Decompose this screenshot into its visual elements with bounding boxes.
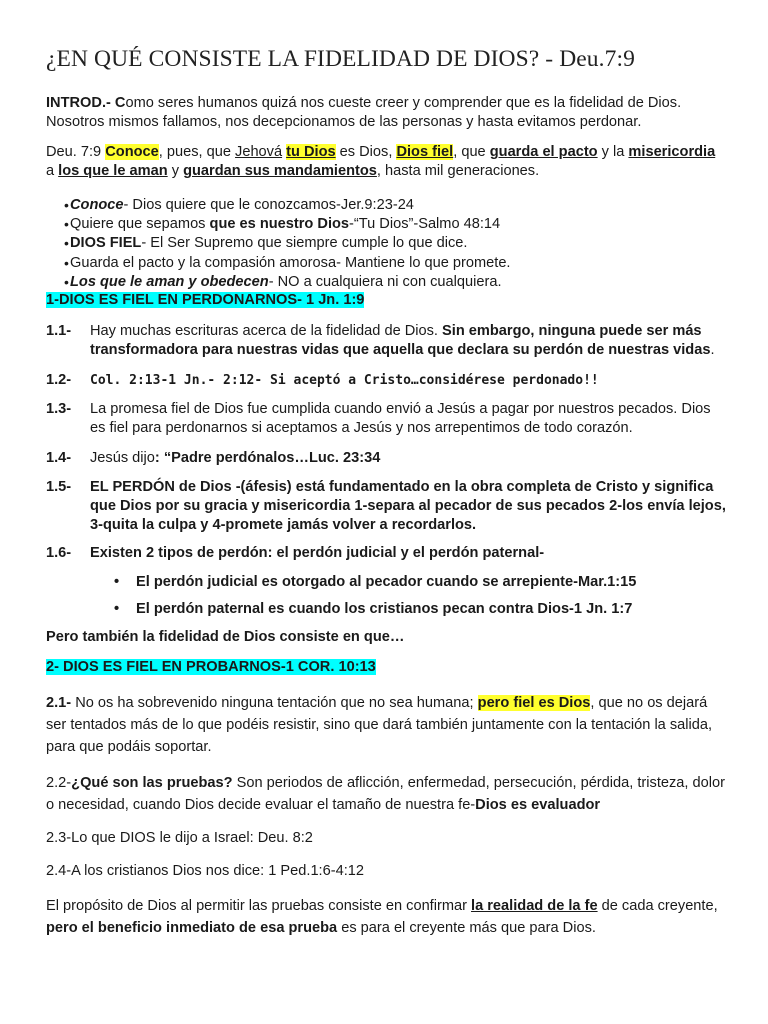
- p22-question: ¿Qué son las pruebas?: [71, 775, 233, 791]
- p21-label: 2.1-: [46, 695, 72, 711]
- list-item: [46, 273, 511, 292]
- p25-a: El propósito de Dios al permitir las pruebas consiste en confirmar: [46, 898, 472, 914]
- bullet-2-b: que es nuestro Dios: [209, 216, 350, 233]
- perdon-types-list: [90, 573, 636, 625]
- list-item: [46, 196, 511, 215]
- item-number-1-6: 1.6-: [46, 545, 72, 561]
- paragraph-2-5: [46, 895, 726, 939]
- bullet-2-c: -“Tu Dios”-Salmo 48:14: [349, 216, 501, 233]
- p25-b: de cada creyente,: [597, 898, 718, 914]
- bullet-3-b: - El Ser Supremo que siempre cumple lo que dice.: [141, 235, 468, 252]
- list-item: [46, 234, 511, 253]
- deu-text-6: y: [167, 163, 184, 179]
- p22-label: 2.2-: [46, 775, 72, 791]
- deu-text-7: , hasta mil generaciones.: [376, 163, 540, 179]
- item-number-1-2: 1.2-: [46, 372, 72, 388]
- transition-line: Pero también la fidelidad de Dios consiste en que…: [46, 629, 405, 645]
- bullet-2-a: Quiere que sepamos: [70, 216, 210, 233]
- item-1-4-b: : “Padre perdónalos…Luc. 23:34: [154, 450, 381, 466]
- item-number-1-1: 1.1-: [46, 323, 72, 339]
- item-1-1-b: Sin embargo, ninguna puede ser más transformadora para nuestras vidas que aquella que declara su perdón de nuestras vidas: [90, 323, 711, 358]
- intro-first-letter: C: [114, 95, 126, 111]
- paragraph-2-2: [46, 772, 726, 816]
- paragraph-2-3: 2.3-Lo que DIOS le dijo a Israel: Deu. 8:2: [46, 830, 313, 846]
- deu-text-1: , pues, que: [158, 144, 236, 160]
- list-item: [46, 254, 511, 273]
- page-title: ¿EN QUÉ CONSISTE LA FIDELIDAD DE DIOS? - Deu.7:9: [46, 46, 635, 72]
- item-1-1-c: .: [710, 342, 715, 358]
- bullet-1-b: - Dios quiere que le conozcamos-Jer.9:23-24: [123, 197, 414, 213]
- item-text-1-6: Existen 2 tipos de perdón: el perdón judicial y el perdón paternal-: [90, 545, 545, 561]
- item-1-4-a: Jesús dijo: [90, 450, 155, 466]
- paragraph-2-4: 2.4-A los cristianos Dios nos dice: 1 Ped.1:6-4:12: [46, 863, 364, 879]
- key-points-list: [46, 196, 511, 292]
- section-2-text: 2- DIOS ES FIEL EN PROBARNOS-1 COR. 10:13: [46, 659, 376, 675]
- intro-paragraph: [46, 94, 726, 132]
- bullet-3-a: DIOS FIEL: [70, 235, 142, 252]
- item-number-1-3: 1.3-: [46, 401, 72, 417]
- section-2-heading: [46, 658, 376, 677]
- deu-text-5: a: [46, 163, 59, 179]
- deu-text-3: , que: [453, 144, 490, 160]
- section-1-heading: [46, 291, 364, 310]
- deu-ref: Deu. 7:9: [46, 144, 106, 160]
- deu-text-4: y la: [597, 144, 629, 160]
- p22-a: Son periodos de aflicción, enfermedad, persecución, pérdida, tristeza, dolor o necesidad, cuando Dios decide evaluar el tamaño de nuestra fe-: [46, 775, 725, 813]
- item-number-1-4: 1.4-: [46, 450, 72, 466]
- item-text-1-1: [90, 322, 726, 360]
- section-1-text: 1-DIOS ES FIEL EN PERDONARNOS- 1 Jn. 1:9: [46, 292, 365, 308]
- p21-highlight: pero fiel es Dios: [477, 695, 591, 711]
- deu-los-que: los que le aman: [58, 163, 168, 179]
- deu-dios-fiel: Dios fiel: [396, 144, 454, 160]
- item-text-1-4: [90, 449, 726, 468]
- deu-text-2: es Dios,: [335, 144, 397, 160]
- intro-text: omo seres humanos quizá nos cueste creer y comprender que es la fidelidad de Dios. Nosotros mismos fallamos, nos decepcionamos de las personas y hasta evitamos perdonar.: [46, 95, 682, 130]
- p21-b: , que no os dejará ser tentados más de lo que podéis resistir, sino que dará también juntamente con la tentación la salida, para que podáis soportar.: [46, 695, 713, 755]
- deu-guarda-pacto: guarda el pacto: [489, 144, 598, 160]
- paragraph-2-1: [46, 692, 726, 758]
- list-item: • El perdón judicial es otorgado al pecador cuando se arrepiente-Mar.1:15: [90, 573, 636, 598]
- item-1-1-a: Hay muchas escrituras acerca de la fidelidad de Dios.: [90, 323, 443, 339]
- deu-paragraph: [46, 143, 726, 181]
- list-item: [46, 215, 511, 234]
- deu-conoce: Conoce: [105, 144, 159, 160]
- p22-b: Dios es evaluador: [475, 797, 601, 813]
- p25-underline: la realidad de la fe: [471, 898, 598, 914]
- deu-misericordia: misericordia: [628, 144, 716, 160]
- p25-c: pero el beneficio inmediato de esa prueba: [46, 920, 338, 936]
- bullet-5-b: - NO a cualquiera ni con cualquiera.: [268, 273, 502, 290]
- bullet-4-a: Guarda el pacto y la compasión amorosa- Mantiene lo que promete.: [70, 254, 511, 271]
- item-number-1-5: 1.5-: [46, 479, 72, 495]
- bullet-5-a: Los que le aman y obedecen: [70, 273, 269, 290]
- item-text-1-3: La promesa fiel de Dios fue cumplida cuando envió a Jesús a pagar por nuestros pecados. Dios es fiel para perdonarnos si aceptamos a Jesús y nos arrepentimos de todo corazón.: [90, 401, 711, 436]
- item-text-1-5: EL PERDÓN de Dios -(áfesis) está fundamentado en la obra completa de Cristo y significa que Dios por su gracia y misericordia 1-separa al pecador de sus pecados 2-los envía lejos, 3-quita la culpa y 4-promete jamás volver a recordarlos.: [90, 479, 726, 533]
- p21-a: No os ha sobrevenido ninguna tentación que no sea humana;: [71, 695, 478, 711]
- bullet-1-a: Conoce: [70, 197, 124, 213]
- deu-guardan: guardan sus mandamientos: [183, 163, 377, 179]
- p25-d: es para el creyente más que para Dios.: [337, 920, 596, 936]
- deu-jehova: Jehová: [235, 144, 283, 160]
- item-text-1-2: Col. 2:13-1 Jn.- 2:12- Si aceptó a Cristo…considérese perdonado!!: [90, 373, 599, 388]
- deu-tu-dios: tu Dios: [286, 144, 336, 160]
- list-item: • El perdón paternal es cuando los cristianos pecan contra Dios-1 Jn. 1:7: [90, 600, 636, 625]
- intro-label: INTROD.-: [46, 95, 115, 111]
